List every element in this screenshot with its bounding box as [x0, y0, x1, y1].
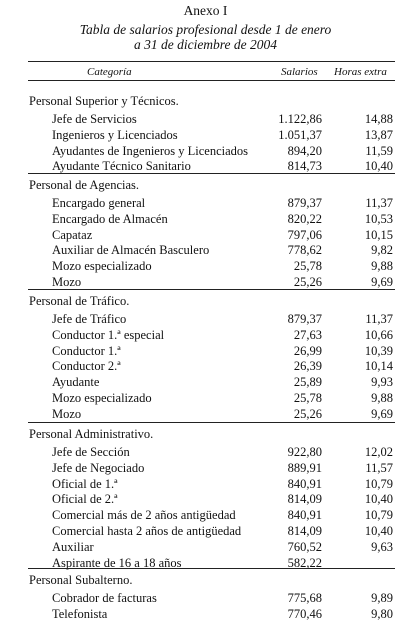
table-subtitle-line2: a 31 de diciembre de 2004 [133, 37, 278, 52]
table-row [0, 196, 411, 212]
column-header-category: Categoría [87, 66, 132, 78]
section-title: Personal de Tráfico. [29, 294, 130, 308]
category-cell: Mozo [52, 406, 82, 421]
overtime-cell: 14,88 [364, 112, 393, 126]
overtime-cell: 12,02 [364, 445, 393, 459]
table-row [0, 128, 411, 144]
annex-title: Anexo I [183, 3, 228, 18]
table-row [0, 375, 411, 391]
category-cell: Encargado general [52, 196, 146, 210]
category-cell: Ayudante [52, 375, 100, 390]
category-cell: Mozo [52, 275, 82, 289]
overtime-cell: 10,53 [364, 211, 393, 226]
section-divider [28, 422, 395, 423]
overtime-cell: 9,63 [371, 539, 393, 554]
category-cell: Mozo especializado [52, 391, 152, 405]
table-row [0, 607, 411, 623]
table-row [0, 445, 411, 461]
category-cell: Auxiliar [52, 539, 94, 554]
category-cell: Conductor 1.ª [52, 343, 121, 358]
table-row [0, 212, 411, 228]
salary-cell: 770,46 [287, 606, 322, 621]
section-divider [28, 173, 395, 174]
overtime-cell: 9,69 [371, 275, 393, 289]
category-cell: Conductor 1.ª especial [52, 327, 165, 342]
salary-cell: 775,68 [287, 591, 322, 605]
category-cell: Telefonista [52, 606, 108, 621]
overtime-cell: 10,66 [364, 327, 393, 342]
table-row [0, 508, 411, 524]
category-cell: Mozo especializado [52, 259, 152, 274]
section-title: Personal de Agencias. [29, 178, 140, 192]
category-cell: Jefe de Servicios [52, 112, 137, 126]
table-row [0, 461, 411, 477]
salary-cell: 879,37 [287, 196, 322, 210]
section-divider [28, 568, 395, 569]
table-row [0, 312, 411, 328]
table-row [0, 391, 411, 407]
table-row [0, 259, 411, 275]
category-cell: Ayudantes de Ingenieros y Licenciados [52, 143, 249, 158]
salary-cell: 840,91 [287, 476, 322, 491]
overtime-cell: 10,40 [364, 524, 393, 538]
table-row [0, 328, 411, 344]
salary-cell: 25,78 [293, 259, 322, 274]
salary-cell: 25,89 [293, 375, 322, 390]
category-cell: Jefe de Tráfico [52, 312, 127, 326]
category-cell: Conductor 2.ª [52, 359, 121, 374]
section-title: Personal Subalterno. [29, 573, 133, 587]
overtime-cell: 9,88 [371, 259, 393, 274]
category-cell: Jefe de Negociado [52, 460, 145, 475]
salary-cell: 894,20 [287, 143, 322, 158]
column-header-salary: Salarios [281, 66, 318, 78]
overtime-cell: 9,93 [371, 375, 393, 390]
salary-cell: 25,26 [293, 406, 322, 421]
salary-cell: 760,52 [287, 539, 322, 554]
salary-cell: 814,09 [287, 524, 322, 538]
table-row [0, 112, 411, 128]
table-row [0, 524, 411, 540]
overtime-cell: 10,79 [364, 508, 393, 523]
table-row [0, 228, 411, 244]
overtime-cell: 9,80 [371, 606, 393, 621]
salary-cell: 27,63 [293, 327, 322, 342]
table-row [0, 540, 411, 556]
overtime-cell: 9,69 [371, 406, 393, 421]
category-cell: Ayudante Técnico Sanitario [52, 159, 191, 174]
column-header-overtime: Horas extra [334, 66, 387, 78]
salary-cell: 25,78 [293, 391, 322, 405]
salary-cell: 879,37 [287, 312, 322, 326]
salary-cell: 889,91 [287, 460, 322, 475]
category-cell: Comercial más de 2 años antigüedad [52, 508, 236, 523]
overtime-cell: 11,59 [365, 143, 393, 158]
category-cell: Oficial de 1.ª [52, 476, 118, 491]
category-cell: Oficial de 2.ª [52, 492, 118, 507]
salary-cell: 582,22 [287, 555, 322, 570]
table-row [0, 591, 411, 607]
salary-cell: 814,73 [287, 159, 322, 174]
salary-cell: 820,22 [287, 211, 322, 226]
table-row [0, 344, 411, 360]
salary-cell: 1.122,86 [278, 112, 322, 126]
salary-cell: 25,26 [293, 275, 322, 289]
table-row [0, 407, 411, 423]
table-row [0, 243, 411, 259]
overtime-cell: 11,57 [365, 460, 393, 475]
salary-cell: 840,91 [287, 508, 322, 523]
overtime-cell: 9,89 [371, 591, 393, 605]
overtime-cell: 13,87 [364, 127, 393, 142]
salary-cell: 1.051,37 [278, 127, 322, 142]
section-title: Personal Administrativo. [29, 427, 154, 441]
category-cell: Ingenieros y Licenciados [52, 127, 178, 142]
section-title: Personal Superior y Técnicos. [29, 94, 179, 108]
table-row [0, 359, 411, 375]
table-row [0, 477, 411, 493]
category-cell: Aspirante de 16 a 18 años [52, 555, 182, 570]
table-row [0, 556, 411, 572]
table-subtitle-line1: Tabla de salarios profesional desde 1 de enero [79, 22, 332, 37]
overtime-cell: 10,79 [364, 476, 393, 491]
overtime-cell: 10,14 [364, 359, 393, 374]
salary-cell: 778,62 [287, 243, 322, 258]
category-cell: Jefe de Sección [52, 445, 130, 459]
salary-cell: 26,99 [293, 343, 322, 358]
overtime-cell: 10,39 [364, 343, 393, 358]
overtime-cell: 11,37 [365, 312, 393, 326]
overtime-cell: 9,82 [371, 243, 393, 258]
category-cell: Comercial hasta 2 años de antigüedad [52, 524, 242, 538]
category-cell: Auxiliar de Almacén Basculero [52, 243, 210, 258]
category-cell: Encargado de Almacén [52, 211, 168, 226]
overtime-cell: 10,40 [364, 492, 393, 507]
salary-cell: 26,39 [293, 359, 322, 374]
overtime-cell: 10,40 [364, 159, 393, 174]
salary-cell: 922,80 [287, 445, 322, 459]
section-divider [28, 289, 395, 290]
overtime-cell: 11,37 [365, 196, 393, 210]
overtime-cell: 10,15 [364, 227, 393, 242]
table-row [0, 144, 411, 160]
salary-cell: 814,09 [287, 492, 322, 507]
table-row [0, 492, 411, 508]
category-cell: Capataz [52, 227, 93, 242]
overtime-cell: 9,88 [371, 391, 393, 405]
category-cell: Cobrador de facturas [52, 591, 157, 605]
salary-cell: 797,06 [287, 227, 322, 242]
